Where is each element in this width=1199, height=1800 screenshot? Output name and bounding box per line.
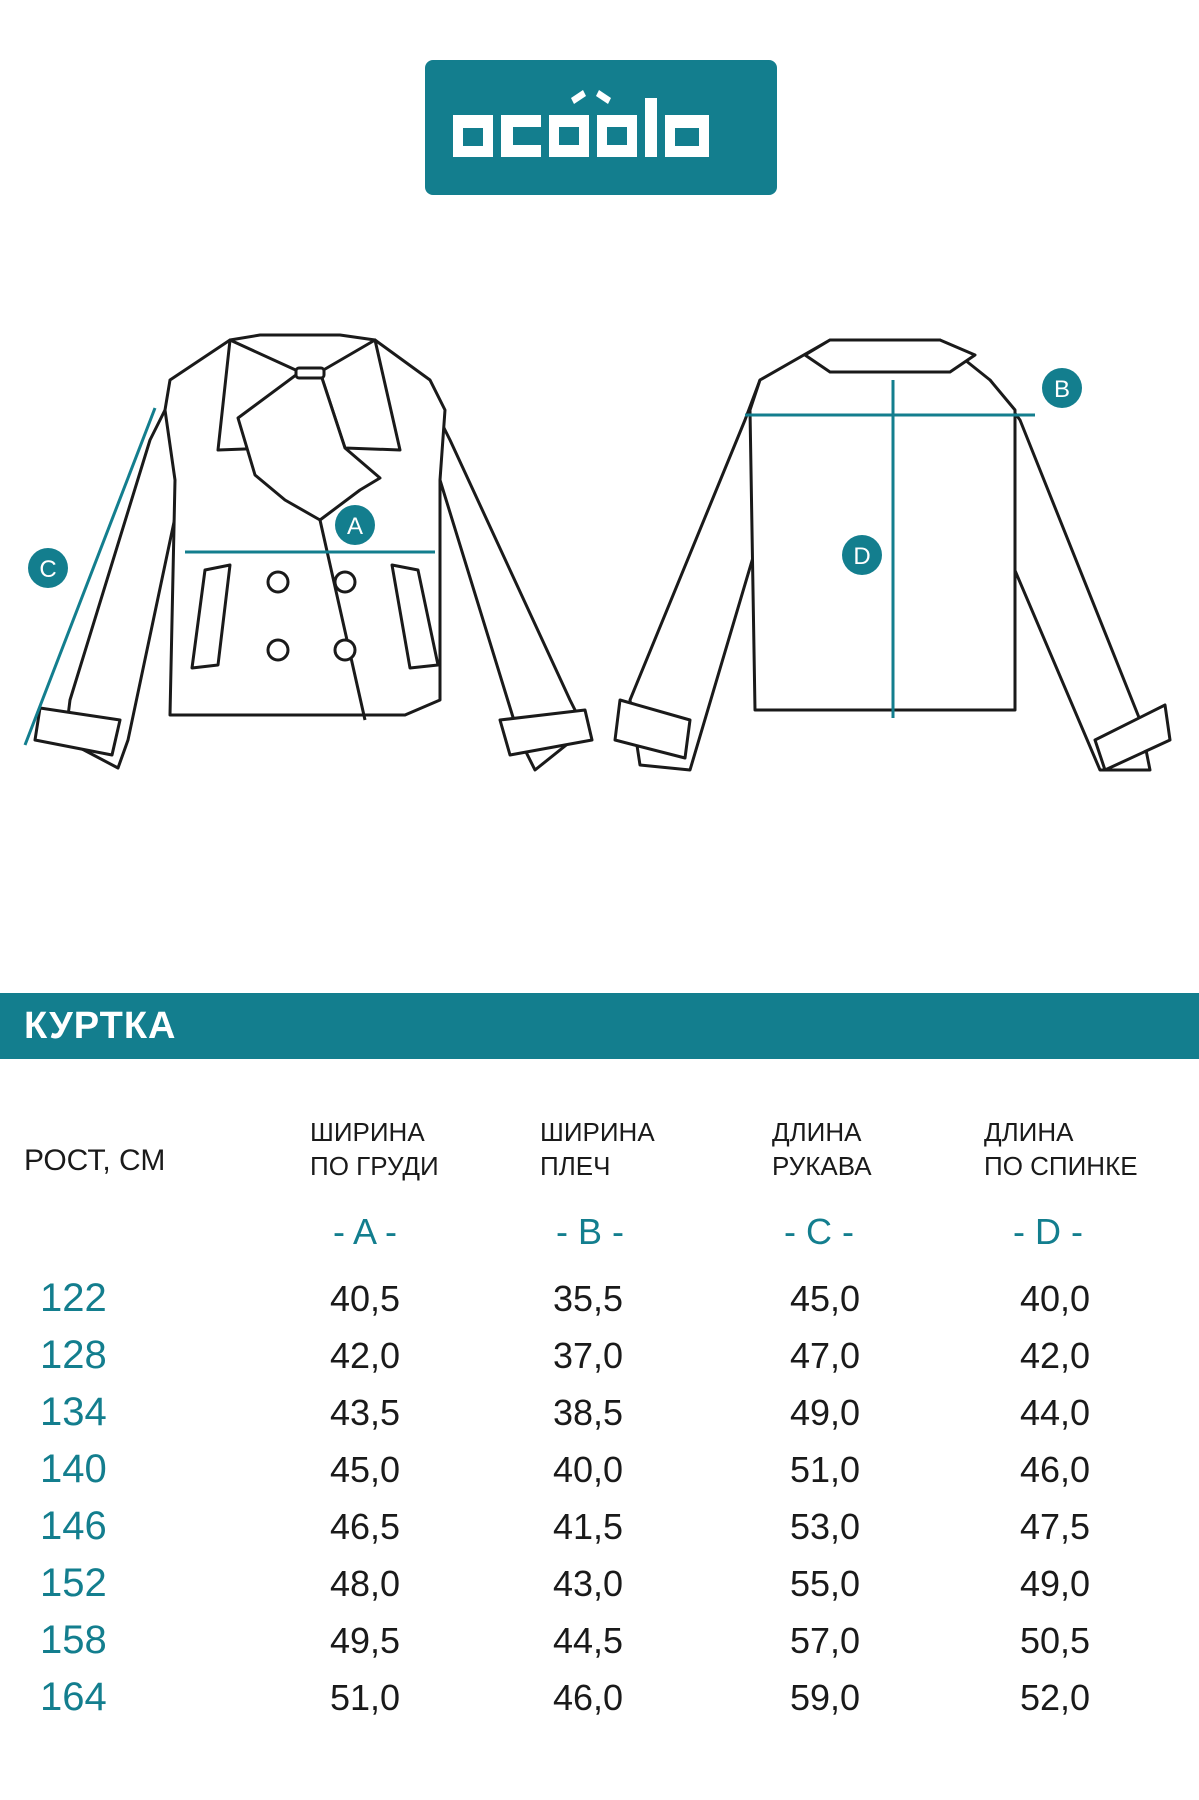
table-cell: 38,5 — [552, 1392, 624, 1433]
table-cell: 53,0 — [789, 1506, 861, 1547]
values-column-a — [295, 1270, 435, 1726]
column-header-c-line1: ДЛИНА — [772, 1117, 862, 1147]
table-cell: 37,0 — [552, 1335, 624, 1376]
table-cell: 46,0 — [552, 1677, 624, 1718]
height-value: 140 — [40, 1447, 107, 1491]
column-header-b — [540, 1115, 655, 1183]
table-cell: 49,0 — [789, 1392, 861, 1433]
table-cell: 49,0 — [1019, 1563, 1091, 1604]
table-cell: 44,5 — [552, 1620, 624, 1661]
height-value: 128 — [40, 1333, 107, 1377]
column-header-a-line2: ПО ГРУДИ — [310, 1151, 439, 1181]
column-header-b-line2: ПЛЕЧ — [540, 1151, 611, 1181]
column-header-c-line2: РУКАВА — [772, 1151, 872, 1181]
table-cell: 49,5 — [329, 1620, 401, 1661]
table-cell: 51,0 — [329, 1677, 401, 1718]
column-header-d-line1: ДЛИНА — [984, 1117, 1074, 1147]
brand-logo — [425, 60, 777, 195]
table-cell: 42,0 — [1019, 1335, 1091, 1376]
table-cell: 52,0 — [1019, 1677, 1091, 1718]
marker-c — [28, 548, 68, 588]
values-column-d — [985, 1270, 1125, 1726]
column-letter-a: - A - — [332, 1211, 398, 1252]
table-cell: 44,0 — [1019, 1392, 1091, 1433]
table-cell: 43,5 — [329, 1392, 401, 1433]
column-letter-c: - C - — [784, 1211, 854, 1252]
height-value: 134 — [40, 1390, 107, 1434]
height-value: 122 — [40, 1276, 107, 1320]
marker-b — [1042, 368, 1082, 408]
marker-c-label: C — [39, 556, 57, 583]
table-cell: 40,5 — [329, 1278, 401, 1319]
values-column-b — [518, 1270, 658, 1726]
table-cell: 59,0 — [789, 1677, 861, 1718]
column-header-c — [772, 1115, 872, 1183]
table-cell: 40,0 — [1019, 1278, 1091, 1319]
column-header-b-line1: ШИРИНА — [540, 1117, 655, 1147]
table-cell: 47,5 — [1019, 1506, 1091, 1547]
height-values — [40, 1270, 160, 1726]
table-cell: 45,0 — [789, 1278, 861, 1319]
table-cell: 45,0 — [329, 1449, 401, 1490]
table-cell: 35,5 — [552, 1278, 624, 1319]
section-banner — [0, 993, 1199, 1059]
table-cell: 43,0 — [552, 1563, 624, 1604]
table-cell: 48,0 — [329, 1563, 401, 1604]
section-title: КУРТКА — [24, 1005, 177, 1047]
marker-a — [335, 505, 375, 545]
table-cell: 47,0 — [789, 1335, 861, 1376]
table-cell: 55,0 — [789, 1563, 861, 1604]
marker-d-label: D — [853, 543, 871, 570]
table-cell: 46,5 — [329, 1506, 401, 1547]
table-cell: 50,5 — [1019, 1620, 1091, 1661]
height-value: 152 — [40, 1561, 107, 1605]
height-value: 164 — [40, 1675, 107, 1719]
column-header-d-line2: ПО СПИНКЕ — [984, 1151, 1138, 1181]
table-cell: 41,5 — [552, 1506, 624, 1547]
marker-b-label: B — [1053, 376, 1071, 403]
marker-d — [842, 535, 882, 575]
table-cell: 46,0 — [1019, 1449, 1091, 1490]
height-value: 146 — [40, 1504, 107, 1548]
column-header-a — [310, 1115, 439, 1183]
acoola-logo-mark — [425, 60, 777, 195]
values-column-c — [755, 1270, 895, 1726]
column-letter-b: - B - — [556, 1211, 624, 1252]
height-column-header: РОСТ, СМ — [24, 1144, 166, 1177]
jacket-diagram — [0, 300, 1199, 780]
column-header-d — [984, 1115, 1138, 1183]
table-cell: 51,0 — [789, 1449, 861, 1490]
column-letter-d: - D - — [1013, 1211, 1083, 1252]
table-cell: 42,0 — [329, 1335, 401, 1376]
table-cell: 57,0 — [789, 1620, 861, 1661]
height-value: 158 — [40, 1618, 107, 1662]
column-header-a-line1: ШИРИНА — [310, 1117, 425, 1147]
table-cell: 40,0 — [552, 1449, 624, 1490]
marker-a-label: A — [346, 513, 364, 540]
